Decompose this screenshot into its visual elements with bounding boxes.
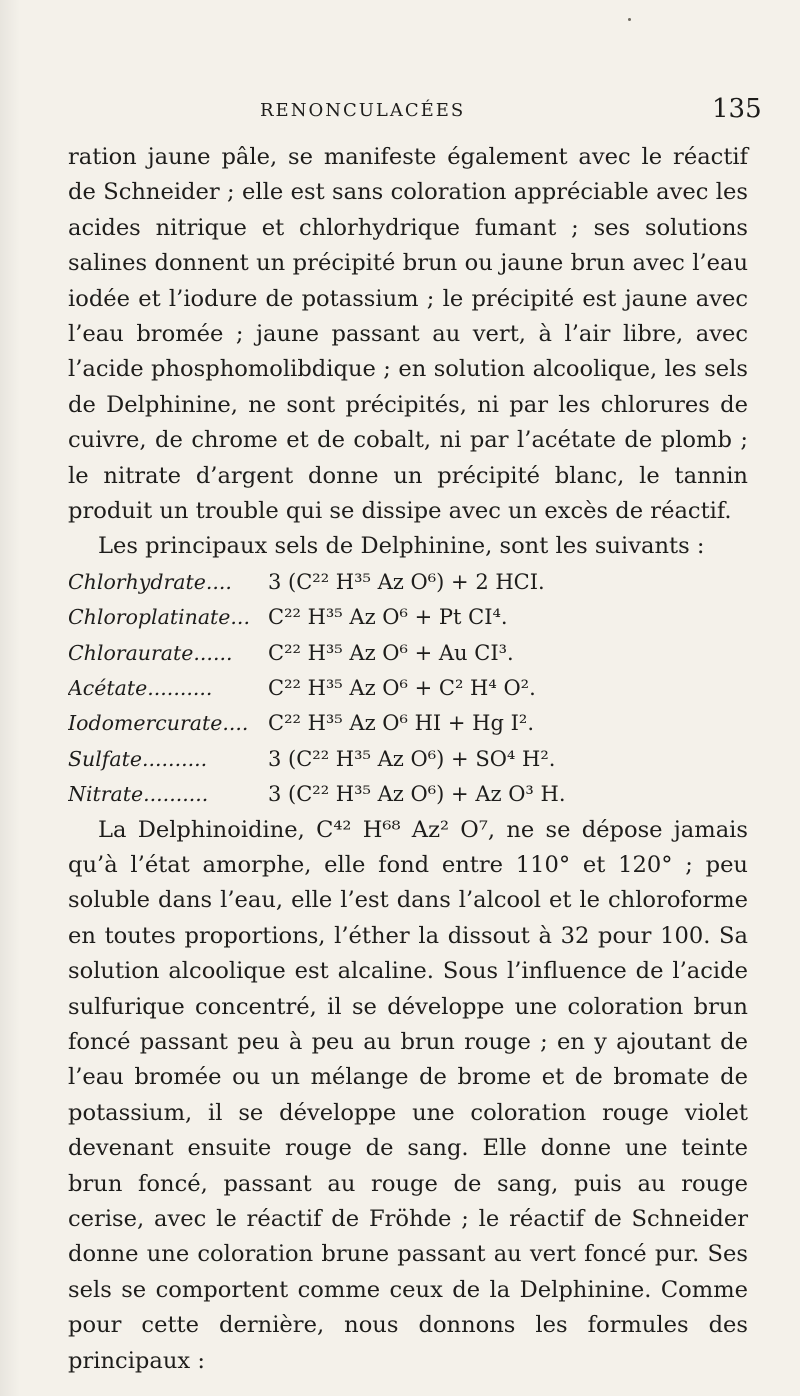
paragraph-reactions: ration jaune pâle, se manifeste également avec le réactif de Schneider ; elle est sans coloration appréciable avec les acides nitrique et chlorhydrique fumant ; ses solutions salines donnent un précipité brun ou jaune brun avec l’eau iodée et l’iodure de potassium ; le précipité est jaune avec l’eau bromée ; jaune passant au vert, à l’air libre, avec l’acide phosphomolibdique ; en solution alcoolique, les sels de Delphinine, ne sont précipités, ni par les chlorures de cuivre, de chrome et de cobalt, ni par l’acétate de plomb ; le nitrate d’argent donne un précipité blanc, le tannin produit un trouble qui se dissipe avec un excès de réactif. (68, 144, 748, 525)
salt-row (68, 600, 748, 635)
salt-name: Acétate.......... (68, 676, 213, 701)
page-number: 135 (712, 94, 762, 124)
salt-name: Nitrate.......... (68, 782, 209, 807)
running-title: RENONCULACÉES (260, 100, 466, 121)
salt-row (68, 636, 748, 671)
salt-row (68, 565, 748, 600)
body-text (68, 140, 748, 1379)
salt-name: Sulfate.......... (68, 746, 208, 771)
salt-formula: C²² H³⁵ Az O⁶ HI + Hg I². (268, 711, 534, 736)
running-head (0, 94, 800, 130)
salt-row (68, 706, 748, 741)
salt-formula: C²² H³⁵ Az O⁶ + C² H⁴ O². (268, 676, 536, 701)
paragraph-salts-intro: Les principaux sels de Delphinine, sont les suivants : (98, 533, 705, 560)
salt-row (68, 671, 748, 706)
salt-name: Chloraurate...... (68, 640, 233, 665)
paragraph-delphinoidine: La Delphinoidine, C⁴² H⁶⁸ Az² O⁷, ne se dépose jamais qu’à l’état amorphe, elle fond entre 110° et 120° ; peu soluble dans l’eau, elle l’est dans l’alcool et le chloroforme en toutes proportions, l’éther la dissout à 32 pour 100. Sa solution alcoolique est alcaline. Sous l’influence de l’acide sulfurique concentré, il se développe une coloration brun foncé passant peu à peu au brun rouge ; en y ajoutant de l’eau bromée ou un mélange de brome et de bromate de potassium, il se développe une coloration rouge violet devenant ensuite rouge de sang. Elle donne une teinte brun foncé, passant au rouge de sang, puis au rouge cerise, avec le réactif de Fröhde ; le réactif de Schneider donne une coloration brune passant au vert foncé pur. Ses sels se comportent comme ceux de la Delphinine. Comme pour cette dernière, nous donnons les formules des principaux : (68, 816, 748, 1374)
salt-formula: C²² H³⁵ Az O⁶ + Au CI³. (268, 640, 514, 665)
salt-formula: C²² H³⁵ Az O⁶ + Pt CI⁴. (268, 605, 508, 630)
salt-row (68, 777, 748, 812)
salt-name: Chlorhydrate.... (68, 569, 232, 594)
page-fold-shadow (0, 0, 20, 1396)
salt-formula-list (68, 565, 748, 813)
salt-formula: 3 (C²² H³⁵ Az O⁶) + Az O³ H. (268, 782, 566, 807)
salt-name: Chloroplatinate... (68, 605, 250, 630)
salt-formula: 3 (C²² H³⁵ Az O⁶) + 2 HCI. (268, 569, 545, 594)
ink-speck (628, 18, 631, 21)
salt-name: Iodomercurate.... (68, 711, 249, 736)
salt-formula: 3 (C²² H³⁵ Az O⁶) + SO⁴ H². (268, 746, 556, 771)
salt-row (68, 742, 748, 777)
